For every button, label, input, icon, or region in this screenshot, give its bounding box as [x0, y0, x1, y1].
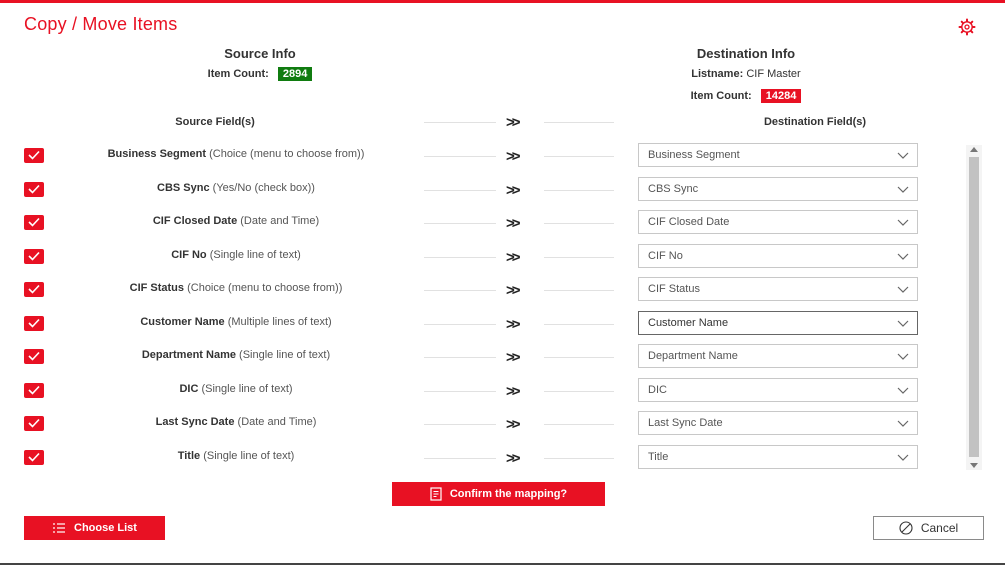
destination-field-value: CIF No [648, 249, 683, 262]
source-field-type: (Date and Time) [240, 215, 320, 227]
confirm-mapping-button[interactable] [392, 482, 605, 506]
source-field-type: (Single line of text) [239, 349, 331, 361]
mapping-arrows [424, 247, 614, 267]
destination-field-value: Last Sync Date [648, 417, 723, 429]
scroll-thumb[interactable] [969, 157, 979, 457]
double-chevron-right-icon: >> [506, 382, 518, 400]
source-field-type: (Single line of text) [209, 248, 301, 261]
source-field-name: CBS Sync [157, 181, 210, 194]
checkmark-icon [28, 284, 40, 294]
divider-line [544, 223, 614, 224]
double-chevron-right-icon: >> [506, 248, 518, 266]
destination-field-value: DIC [648, 383, 667, 396]
double-chevron-right-icon: >> [506, 148, 518, 165]
choose-list-label: Choose List [74, 522, 137, 534]
destination-count-badge: 14284 [761, 89, 802, 103]
mapping-row [0, 241, 960, 273]
source-field-name: CIF No [171, 248, 207, 261]
cancel-button[interactable] [873, 516, 984, 540]
scroll-up-icon[interactable] [970, 147, 978, 152]
divider-line [424, 458, 496, 459]
checkmark-icon [28, 452, 40, 462]
source-field-name: Business Segment [107, 148, 207, 160]
mapping-row [0, 341, 960, 373]
divider-line [544, 424, 614, 425]
source-field-label [56, 450, 416, 462]
checkmark-icon [28, 184, 40, 194]
destination-field-dropdown[interactable] [638, 311, 918, 335]
destination-field-dropdown[interactable] [638, 344, 918, 368]
destination-field-value: CIF Status [648, 283, 700, 295]
destination-field-value: CIF Closed Date [648, 216, 730, 228]
mapping-arrows [424, 314, 614, 334]
double-chevron-right-icon: >> [506, 349, 518, 366]
checkmark-icon [28, 318, 40, 328]
scroll-down-icon[interactable] [970, 463, 978, 468]
source-field-type: (Date and Time) [237, 416, 317, 428]
source-field-name: Last Sync Date [155, 416, 235, 428]
source-field-label [56, 249, 416, 261]
mapping-arrows [424, 448, 614, 468]
chevron-down-icon [897, 320, 909, 327]
destination-field-dropdown[interactable] [638, 445, 918, 469]
destination-field-value: CBS Sync [648, 182, 699, 195]
listname-value: CIF Master [746, 68, 801, 80]
source-field-type: (Choice (menu to choose from)) [209, 148, 365, 160]
mapping-row [0, 408, 960, 440]
destination-field-dropdown[interactable] [638, 143, 918, 167]
source-count-badge: 2894 [278, 67, 312, 81]
source-field-type: (Single line of text) [201, 382, 293, 395]
destination-field-dropdown[interactable] [638, 210, 918, 234]
list-icon [52, 522, 66, 534]
source-field-label [56, 349, 416, 361]
checkmark-icon [28, 150, 40, 160]
divider-line [424, 257, 496, 258]
checkmark-icon [28, 351, 40, 361]
top-accent-bar [0, 0, 1005, 3]
mapping-arrows [424, 347, 614, 367]
mapping-row [0, 442, 960, 474]
row-checkbox[interactable] [24, 349, 44, 364]
mapping-arrows [424, 414, 614, 434]
chevron-down-icon [897, 286, 909, 293]
cancel-label: Cancel [920, 521, 959, 535]
dialog-title: Copy / Move Items [24, 14, 178, 34]
source-field-name: Title [177, 449, 201, 462]
destination-field-dropdown[interactable] [638, 378, 918, 402]
double-chevron-right-icon: >> [506, 215, 518, 232]
row-checkbox[interactable] [24, 383, 44, 398]
destination-item-count-label: Item Count: [690, 89, 752, 102]
row-checkbox[interactable] [24, 182, 44, 197]
divider-line [424, 190, 496, 191]
source-field-type: (Multiple lines of text) [227, 315, 332, 328]
destination-field-value: Business Segment [648, 149, 740, 161]
double-chevron-right-icon: >> [506, 114, 518, 131]
mapping-row [0, 140, 960, 172]
destination-field-dropdown[interactable] [638, 177, 918, 201]
source-field-type: (Single line of text) [203, 449, 295, 462]
heading-arrows [424, 112, 614, 132]
mapping-arrows [424, 180, 614, 200]
source-field-name: Department Name [141, 349, 236, 361]
source-field-label [56, 148, 416, 160]
row-checkbox[interactable] [24, 282, 44, 297]
divider-line [544, 190, 614, 191]
double-chevron-right-icon: >> [506, 416, 518, 433]
chevron-down-icon [897, 387, 909, 394]
source-field-name: CIF Closed Date [152, 215, 238, 227]
destination-field-dropdown[interactable] [638, 411, 918, 435]
chevron-down-icon [897, 253, 909, 260]
divider-line [424, 156, 496, 157]
divider-line [544, 357, 614, 358]
divider-line [424, 324, 496, 325]
checkmark-icon [28, 385, 40, 395]
checkmark-icon [28, 418, 40, 428]
divider-line [544, 290, 614, 291]
source-field-label [56, 316, 416, 328]
mapping-row [0, 274, 960, 306]
mapping-arrows [424, 280, 614, 300]
destination-fields-heading: Destination Field(s) [763, 116, 867, 128]
divider-line [424, 424, 496, 425]
row-checkbox[interactable] [24, 249, 44, 264]
chevron-down-icon [897, 454, 909, 461]
divider-line [544, 324, 614, 325]
source-fields-heading: Source Field(s) [175, 116, 255, 128]
cancel-icon [899, 521, 913, 535]
mapping-row [0, 308, 960, 340]
mapping-arrows [424, 381, 614, 401]
source-field-name: DIC [179, 382, 199, 395]
destination-field-value: Customer Name [648, 316, 729, 329]
divider-line [544, 257, 614, 258]
double-chevron-right-icon: >> [506, 282, 518, 299]
source-field-label [56, 383, 416, 395]
mapping-row [0, 375, 960, 407]
source-info-title: Source Info [224, 46, 296, 61]
source-field-type: (Yes/No (check box)) [212, 181, 315, 194]
row-checkbox[interactable] [24, 416, 44, 431]
scrollbar[interactable] [966, 145, 982, 470]
destination-field-value: Department Name [648, 350, 738, 362]
destination-listname [646, 68, 846, 80]
source-field-name: Customer Name [140, 315, 225, 328]
chevron-down-icon [897, 186, 909, 193]
source-field-type: (Choice (menu to choose from)) [187, 282, 343, 294]
destination-field-dropdown[interactable] [638, 277, 918, 301]
checkmark-icon [28, 251, 40, 261]
divider-line [424, 290, 496, 291]
chevron-down-icon [897, 219, 909, 226]
chevron-down-icon [897, 152, 909, 159]
chevron-down-icon [897, 420, 909, 427]
destination-info-title: Destination Info [696, 46, 796, 61]
mapping-row [0, 174, 960, 206]
divider-line [424, 122, 496, 123]
confirm-mapping-label: Confirm the mapping? [449, 488, 568, 500]
checklist-icon [430, 487, 442, 501]
source-item-count-label: Item Count: [207, 67, 269, 80]
divider-line [424, 391, 496, 392]
choose-list-button[interactable] [24, 516, 165, 540]
row-checkbox[interactable] [24, 148, 44, 163]
double-chevron-right-icon: >> [506, 449, 518, 467]
source-field-name: CIF Status [129, 282, 185, 294]
gear-icon[interactable] [958, 18, 976, 36]
divider-line [424, 357, 496, 358]
divider-line [544, 122, 614, 123]
destination-field-value: Title [648, 450, 669, 463]
divider-line [544, 391, 614, 392]
divider-line [544, 156, 614, 157]
source-field-label [56, 182, 416, 194]
listname-label: Listname: [691, 68, 744, 80]
destination-field-dropdown[interactable] [638, 244, 918, 268]
checkmark-icon [28, 217, 40, 227]
row-checkbox[interactable] [24, 316, 44, 331]
divider-line [424, 223, 496, 224]
source-field-label [56, 215, 416, 227]
source-item-count [150, 67, 370, 81]
row-checkbox[interactable] [24, 450, 44, 465]
double-chevron-right-icon: >> [506, 181, 518, 199]
double-chevron-right-icon: >> [506, 315, 518, 333]
divider-line [544, 458, 614, 459]
source-field-label [56, 282, 416, 294]
mapping-arrows [424, 213, 614, 233]
row-checkbox[interactable] [24, 215, 44, 230]
mapping-row [0, 207, 960, 239]
source-field-label [56, 416, 416, 428]
chevron-down-icon [897, 353, 909, 360]
destination-item-count [646, 89, 846, 103]
mapping-arrows [424, 146, 614, 166]
